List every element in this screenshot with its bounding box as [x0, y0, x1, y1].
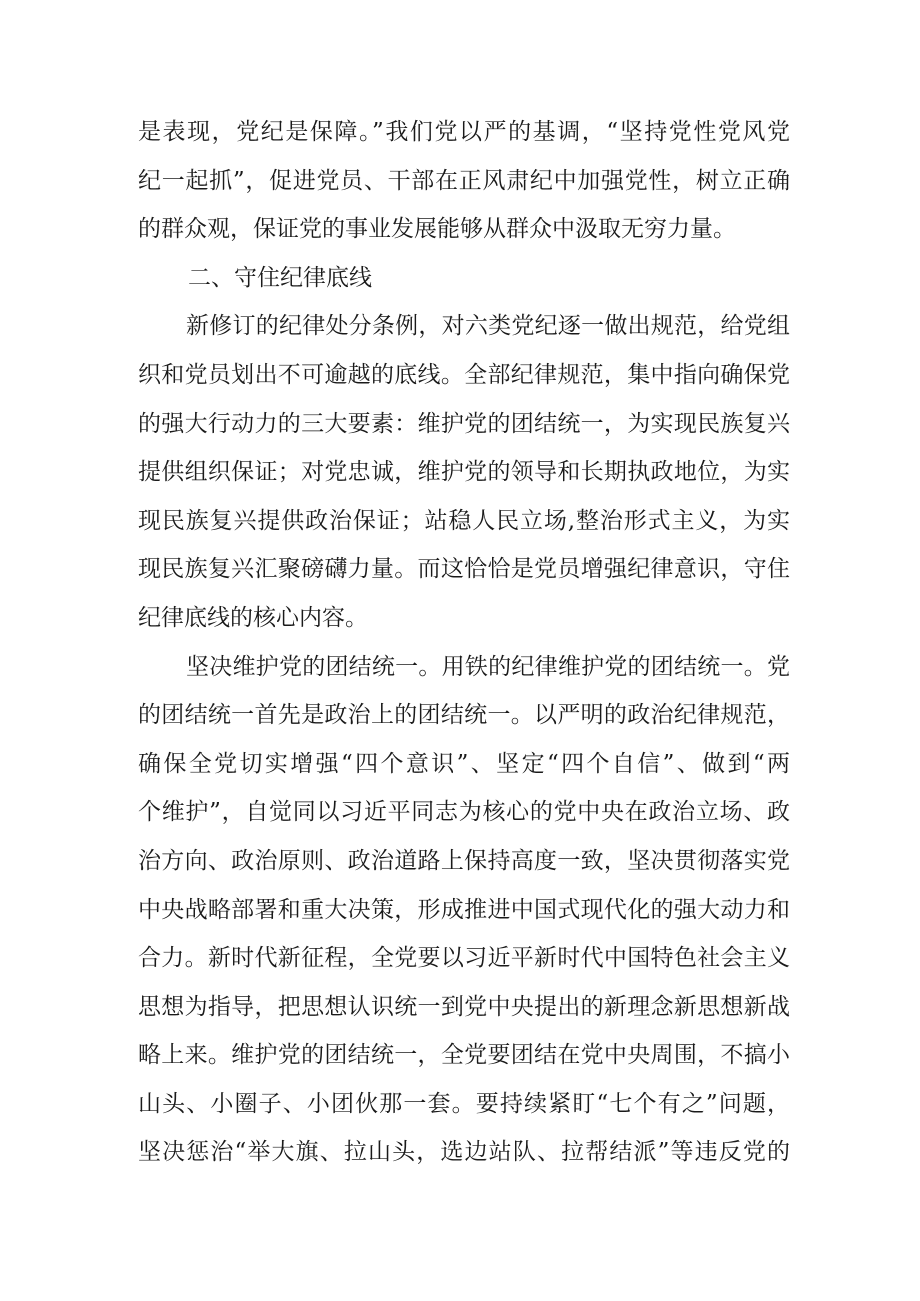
paragraph-line: 确保全党切实增强“四个意识”、坚定“四个自信”、做到“两	[138, 750, 790, 777]
paragraph-2	[138, 302, 790, 642]
section-heading: 二、守住纪律底线	[188, 264, 372, 291]
paragraph-line: 现民族复兴汇聚磅礴力量。而这恰恰是党员增强纪律意识，守住	[138, 556, 790, 583]
paragraph-line: 的群众观，保证党的事业发展能够从群众中汲取无穷力量。	[138, 216, 736, 243]
paragraph-line: 现民族复兴提供政治保证；站稳人民立场,整治形式主义，为实	[138, 507, 790, 534]
paragraph-line: 思想为指导，把思想认识统一到党中央提出的新理念新思想新战	[138, 993, 790, 1020]
paragraph-line: 的强大行动力的三大要素：维护党的团结统一，为实现民族复兴	[138, 410, 790, 437]
paragraph-line: 中央战略部署和重大决策，形成推进中国式现代化的强大动力和	[138, 896, 790, 923]
paragraph-line: 个维护”，自觉同以习近平同志为核心的党中央在政治立场、政	[138, 799, 790, 826]
paragraph-3	[138, 643, 790, 1178]
paragraph-line: 新修订的纪律处分条例，对六类党纪逐一做出规范，给党组	[186, 313, 790, 340]
paragraph-line: 织和党员划出不可逾越的底线。全部纪律规范，集中指向确保党	[138, 361, 790, 388]
paragraph-line: 坚决维护党的团结统一。用铁的纪律维护党的团结统一。党	[186, 653, 790, 680]
paragraph-line: 坚决惩治“举大旗、拉山头，选边站队、拉帮结派”等违反党的	[138, 1139, 790, 1166]
paragraph-line: 略上来。维护党的团结统一，全党要团结在党中央周围，不搞小	[138, 1042, 790, 1069]
paragraph-line: 的团结统一首先是政治上的团结统一。以严明的政治纪律规范，	[138, 702, 790, 729]
paragraph-line: 提供组织保证；对党忠诚，维护党的领导和长期执政地位，为实	[138, 459, 790, 486]
paragraph-line: 山头、小圈子、小团伙那一套。要持续紧盯“七个有之”问题，	[138, 1090, 790, 1117]
paragraph-line: 纪一起抓”，促进党员、干部在正风肃纪中加强党性，树立正确	[138, 167, 790, 194]
paragraph-line: 是表现，党纪是保障。”我们党以严的基调，“坚持党性党风党	[138, 119, 790, 145]
paragraph-line: 治方向、政治原则、政治道路上保持高度一致，坚决贯彻落实党	[138, 847, 790, 874]
paragraph-line: 纪律底线的核心内容。	[138, 604, 368, 631]
document-page	[138, 108, 790, 1177]
paragraph-1	[138, 108, 790, 254]
paragraph-line: 合力。新时代新征程，全党要以习近平新时代中国特色社会主义	[138, 945, 790, 972]
